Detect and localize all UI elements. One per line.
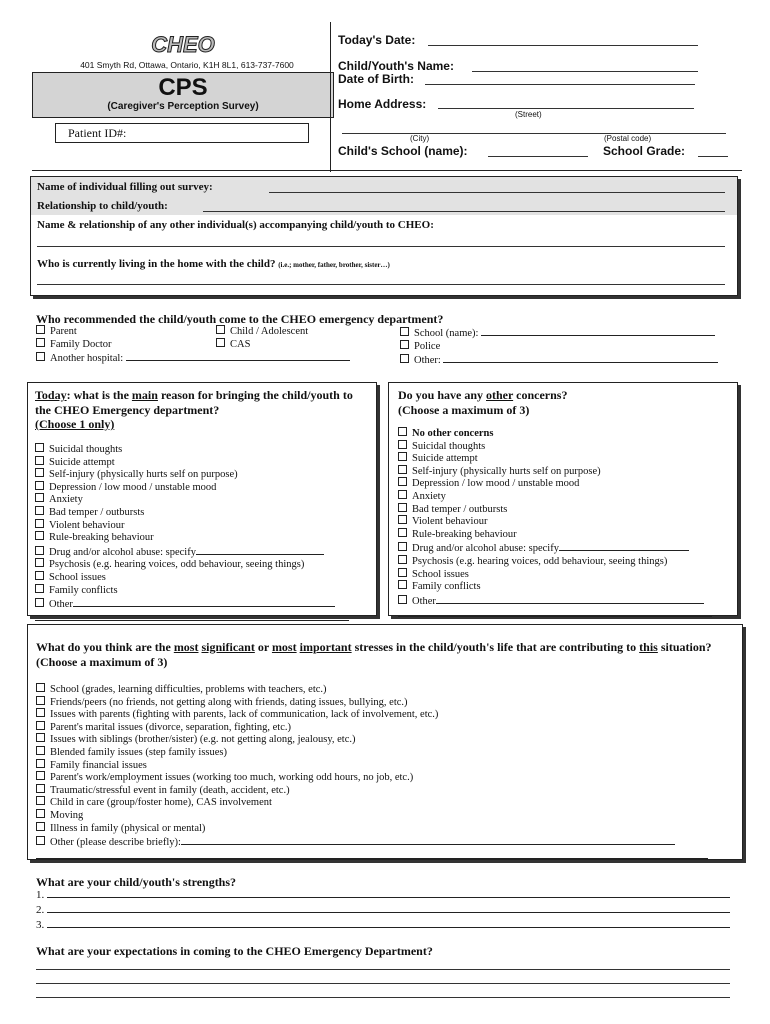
checkbox[interactable] <box>36 836 45 845</box>
write-in-line[interactable] <box>36 849 708 859</box>
stress-option[interactable]: Issues with parents (fighting with parents, lack of communication, lack of involvement, etc.) <box>36 708 708 721</box>
other-concern-option[interactable]: Violent behaviour <box>398 515 712 528</box>
stress-option[interactable]: Illness in family (physical or mental) <box>36 822 708 835</box>
checkbox[interactable] <box>35 519 44 528</box>
living-hint: (i.e.; mother, father, brother, sister…) <box>278 261 390 269</box>
cheo-logo-icon <box>148 32 218 58</box>
main-reason-option[interactable]: Suicidal thoughts <box>35 443 349 456</box>
checkbox[interactable] <box>398 490 407 499</box>
recommended-option[interactable]: Parent <box>36 325 350 338</box>
school-grade-field[interactable] <box>698 156 728 157</box>
stress-option[interactable]: Child in care (group/foster home), CAS involvement <box>36 796 708 809</box>
recommended-option[interactable]: School (name): <box>400 325 718 340</box>
checkbox[interactable] <box>36 696 45 705</box>
school-name-field[interactable] <box>488 156 588 157</box>
recommended-option[interactable]: Child / Adolescent <box>216 325 308 338</box>
checkbox[interactable] <box>36 822 45 831</box>
accompanying-label: Name & relationship of any other individual(s) accompanying child/youth to CHEO: <box>37 219 434 231</box>
write-in-line[interactable] <box>73 596 335 607</box>
expectations-line-3[interactable] <box>36 997 730 998</box>
checkbox[interactable] <box>216 325 225 334</box>
checkbox[interactable] <box>400 327 409 336</box>
other-concern-option[interactable]: Depression / low mood / unstable mood <box>398 477 712 490</box>
checkbox[interactable] <box>400 340 409 349</box>
recommended-option[interactable]: Family Doctor <box>36 338 350 351</box>
other-concern-option[interactable]: Suicide attempt <box>398 452 712 465</box>
checkbox[interactable] <box>35 481 44 490</box>
main-reason-option[interactable]: Psychosis (e.g. hearing voices, odd behaviour, seeing things) <box>35 558 349 571</box>
strength-item[interactable]: 2. <box>36 902 730 917</box>
strength-item[interactable]: 1. <box>36 887 730 902</box>
checkbox[interactable] <box>36 809 45 818</box>
other-concern-option[interactable]: Self-injury (physically hurts self on purpose) <box>398 465 712 478</box>
other-concern-option[interactable]: Family conflicts <box>398 580 712 593</box>
dob-label: Date of Birth: <box>338 72 414 86</box>
stress-option[interactable]: Issues with siblings (brother/sister) (e.g. not getting along, jealousy, etc.) <box>36 733 708 746</box>
main-reason-option[interactable]: Depression / low mood / unstable mood <box>35 481 349 494</box>
write-in-line[interactable] <box>436 593 704 604</box>
no-other-concerns-option[interactable]: No other concerns <box>398 427 712 440</box>
relationship-label: Relationship to child/youth: <box>37 200 168 212</box>
checkbox[interactable] <box>35 584 44 593</box>
street-field[interactable] <box>438 108 694 109</box>
write-in-line[interactable] <box>196 544 324 555</box>
checkbox[interactable] <box>36 325 45 334</box>
filler-label: Name of individual filling out survey: <box>37 181 213 193</box>
filler-field[interactable] <box>269 192 725 193</box>
main-reason-option[interactable]: Anxiety <box>35 493 349 506</box>
main-reason-options <box>35 443 349 621</box>
relationship-field[interactable] <box>203 211 725 212</box>
checkbox[interactable] <box>36 338 45 347</box>
checkbox[interactable] <box>398 452 407 461</box>
stress-option[interactable]: Blended family issues (step family issues) <box>36 746 708 759</box>
checkbox[interactable] <box>35 456 44 465</box>
todays-date-label: Today's Date: <box>338 33 416 47</box>
main-reason-option[interactable]: Family conflicts <box>35 584 349 597</box>
living-field[interactable] <box>37 284 725 285</box>
recommended-col2 <box>216 325 308 350</box>
checkbox[interactable] <box>36 352 45 361</box>
stresses-box <box>27 624 743 860</box>
stress-option[interactable]: Moving <box>36 809 708 822</box>
expectations-question: What are your expectations in coming to the CHEO Emergency Department? <box>36 944 433 958</box>
home-address-label: Home Address: <box>338 97 427 111</box>
stresses-question: What do you think are the most significant or most important stresses in the child/youth's life that are contributing to this situation? (Choose a maximum of 3) <box>36 640 712 669</box>
checkbox[interactable] <box>36 733 45 742</box>
checkbox[interactable] <box>398 427 407 436</box>
checkbox[interactable] <box>398 515 407 524</box>
patient-id-field[interactable] <box>55 123 309 143</box>
main-reason-box <box>27 382 377 616</box>
patient-id-label: Patient ID#: <box>68 126 127 140</box>
main-reason-option[interactable]: Suicide attempt <box>35 456 349 469</box>
checkbox[interactable] <box>398 595 407 604</box>
recommended-option[interactable]: Police <box>400 340 718 353</box>
stress-option[interactable]: Friends/peers (no friends, not getting along with friends, dating issues, bullying, etc.) <box>36 696 708 709</box>
main-reason-option[interactable]: Self-injury (physically hurts self on purpose) <box>35 468 349 481</box>
city-postal-field[interactable] <box>342 133 726 134</box>
postal-caption: (Postal code) <box>604 134 652 143</box>
stress-option[interactable]: School (grades, learning difficulties, problems with teachers, etc.) <box>36 683 708 696</box>
main-reason-option[interactable]: Violent behaviour <box>35 519 349 532</box>
form-title: (Caregiver's Perception Survey) <box>107 101 259 112</box>
checkbox[interactable] <box>398 440 407 449</box>
checkbox[interactable] <box>35 493 44 502</box>
other-concern-option[interactable]: Bad temper / outbursts <box>398 503 712 516</box>
other-concern-option[interactable]: Anxiety <box>398 490 712 503</box>
living-label: Who is currently living in the home with the child? <box>37 258 276 270</box>
form-title-box <box>32 72 334 118</box>
main-reason-option[interactable]: Drug and/or alcohol abuse: specify <box>35 544 349 559</box>
form-code: CPS <box>158 74 208 101</box>
expectations-line-1[interactable] <box>36 969 730 970</box>
write-in-line[interactable] <box>559 540 689 551</box>
checkbox[interactable] <box>400 354 409 363</box>
other-concerns-question: Do you have any other concerns? (Choose a maximum of 3) <box>398 388 568 417</box>
recommended-option[interactable]: Another hospital: <box>36 350 350 365</box>
city-caption: (City) <box>410 134 430 143</box>
other-concern-option[interactable]: Suicidal thoughts <box>398 440 712 453</box>
svg-text:CHEO: CHEO <box>151 32 215 57</box>
checkbox[interactable] <box>398 465 407 474</box>
school-name-label: Child's School (name): <box>338 144 468 158</box>
stress-option[interactable]: Other (please describe briefly): <box>36 834 708 849</box>
other-concern-option[interactable]: Rule-breaking behaviour <box>398 528 712 541</box>
checkbox[interactable] <box>398 477 407 486</box>
other-concerns-box <box>388 382 738 616</box>
checkbox[interactable] <box>398 503 407 512</box>
checkbox[interactable] <box>35 598 44 607</box>
child-name-label: Child/Youth's Name: <box>338 59 454 73</box>
checkbox[interactable] <box>398 528 407 537</box>
cheo-logo <box>148 32 218 58</box>
checkbox[interactable] <box>36 683 45 692</box>
living-question <box>37 258 390 270</box>
checkbox[interactable] <box>35 468 44 477</box>
header-bottom-rule <box>32 170 742 171</box>
choose-one-label: (Choose 1 only) <box>35 417 115 431</box>
address: 401 Smyth Rd, Ottawa, Ontario, K1H 8L1, 613-737-7600 <box>80 60 294 70</box>
main-reason-option[interactable]: Rule-breaking behaviour <box>35 531 349 544</box>
stresses-options <box>36 683 708 859</box>
write-in-line[interactable] <box>398 607 712 617</box>
caregiver-info-box <box>30 176 738 296</box>
checkbox[interactable] <box>216 338 225 347</box>
main-reason-question: Today: what is the main reason for bringing the child/youth to the CHEO Emergency department? (Choose 1 only) <box>35 388 353 431</box>
stress-option[interactable]: Traumatic/stressful event in family (death, accident, etc.) <box>36 784 708 797</box>
other-concern-option[interactable]: Drug and/or alcohol abuse: specify <box>398 540 712 555</box>
write-in-line[interactable] <box>181 834 675 845</box>
recommended-option[interactable]: CAS <box>216 338 308 351</box>
todays-date-field[interactable] <box>428 45 698 46</box>
strengths-list <box>36 887 730 932</box>
checkbox[interactable] <box>35 443 44 452</box>
checkbox[interactable] <box>35 546 44 555</box>
street-caption: (Street) <box>515 110 542 119</box>
main-reason-option[interactable]: Bad temper / outbursts <box>35 506 349 519</box>
write-in-line[interactable] <box>35 611 349 621</box>
stress-option[interactable]: Family financial issues <box>36 759 708 772</box>
strength-item[interactable]: 3. <box>36 917 730 932</box>
checkbox[interactable] <box>36 784 45 793</box>
checkbox[interactable] <box>398 542 407 551</box>
dob-field[interactable] <box>425 84 695 85</box>
stress-option[interactable]: Parent's work/employment issues (working too much, working odd hours, no job, etc.) <box>36 771 708 784</box>
main-reason-option[interactable]: Other <box>35 596 349 611</box>
other-concern-option[interactable]: School issues <box>398 568 712 581</box>
checkbox[interactable] <box>36 796 45 805</box>
recommended-col3 <box>400 325 718 367</box>
other-concern-option[interactable]: Other <box>398 593 712 608</box>
other-concerns-options <box>398 427 712 617</box>
stress-option[interactable]: Parent's marital issues (divorce, separation, fighting, etc.) <box>36 721 708 734</box>
checkbox[interactable] <box>36 759 45 768</box>
checkbox[interactable] <box>35 558 44 567</box>
checkbox[interactable] <box>398 580 407 589</box>
checkbox[interactable] <box>35 531 44 540</box>
recommended-question: Who recommended the child/youth come to the CHEO emergency department? <box>36 312 444 326</box>
strengths-question: What are your child/youth's strengths? <box>36 875 237 889</box>
accompanying-field[interactable] <box>37 246 725 247</box>
checkbox[interactable] <box>398 555 407 564</box>
checkbox[interactable] <box>36 721 45 730</box>
checkbox[interactable] <box>398 568 407 577</box>
child-name-field[interactable] <box>472 71 698 72</box>
main-reason-option[interactable]: School issues <box>35 571 349 584</box>
recommended-option[interactable]: Other: <box>400 352 718 367</box>
expectations-line-2[interactable] <box>36 983 730 984</box>
school-grade-label: School Grade: <box>603 144 686 158</box>
checkbox[interactable] <box>36 746 45 755</box>
header-divider <box>330 22 331 172</box>
other-concern-option[interactable]: Psychosis (e.g. hearing voices, odd behaviour, seeing things) <box>398 555 712 568</box>
checkbox[interactable] <box>36 771 45 780</box>
checkbox[interactable] <box>36 708 45 717</box>
checkbox[interactable] <box>35 571 44 580</box>
checkbox[interactable] <box>35 506 44 515</box>
